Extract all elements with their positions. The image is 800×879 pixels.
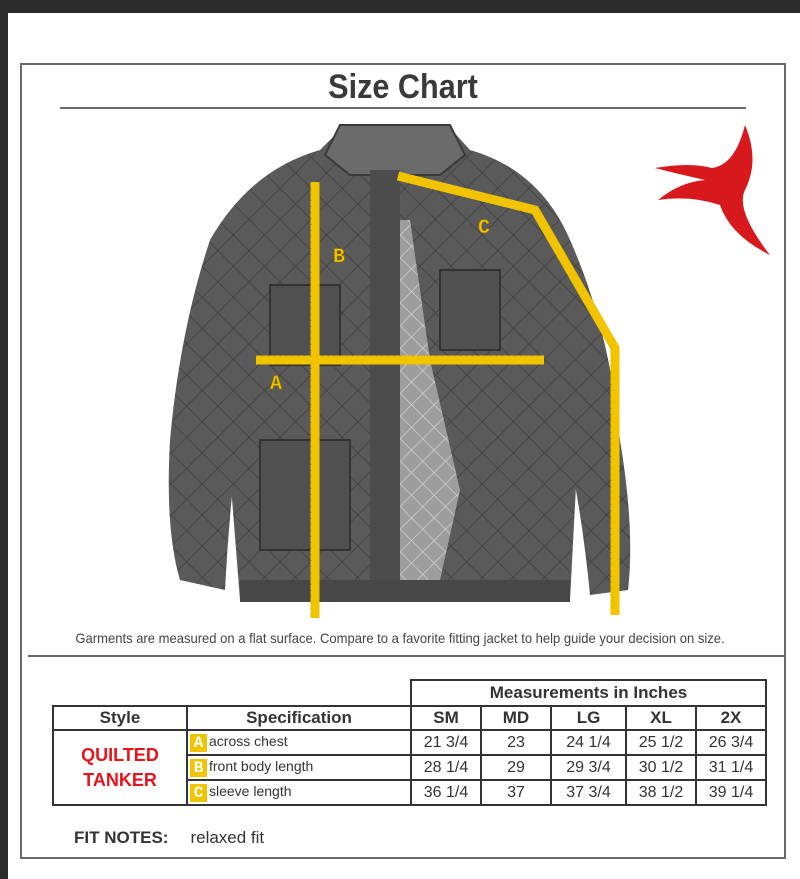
spec-label: front body length (209, 758, 314, 775)
measurements-header: Measurements in Inches (411, 680, 766, 706)
size-lg-header: LG (551, 706, 626, 730)
table-row: B front body length 28 1/4 29 29 3/4 30 1/2 31 1/4 (53, 755, 766, 780)
fit-notes (74, 828, 264, 848)
letter-badge: C (190, 784, 207, 802)
fit-notes-text: relaxed fit (190, 828, 265, 847)
section-divider (28, 655, 786, 657)
marker-a: A (270, 373, 283, 396)
table-row: C sleeve length 36 1/4 37 37 3/4 38 1/2 39 1/4 (53, 780, 766, 805)
letter-badge: A (190, 734, 207, 752)
marker-b: B (333, 246, 346, 269)
spec-label: across chest (209, 733, 288, 750)
size-sm-header: SM (411, 706, 481, 730)
fit-notes-label: FIT NOTES: (74, 828, 169, 847)
size-md-header: MD (481, 706, 551, 730)
measurement-caption: Garments are measured on a flat surface. Compare to a favorite fitting jacket to help guide your decision on size. (75, 630, 725, 646)
spec-label: sleeve length (209, 783, 292, 800)
swallow-logo-icon (650, 120, 780, 260)
size-xl-header: XL (626, 706, 696, 730)
size-2x-header: 2X (696, 706, 766, 730)
style-header: Style (53, 706, 187, 730)
tape-c (398, 176, 615, 615)
spec-header: Specification (187, 706, 411, 730)
size-table (52, 679, 767, 806)
letter-badge: B (190, 759, 207, 777)
style-name: QUILTED TANKER (53, 730, 187, 805)
marker-c: C (478, 217, 491, 240)
page-title: Size Chart (60, 65, 746, 109)
table-row: QUILTED TANKER A across chest 21 3/4 23 24 1/4 25 1/2 26 3/4 (53, 730, 766, 755)
